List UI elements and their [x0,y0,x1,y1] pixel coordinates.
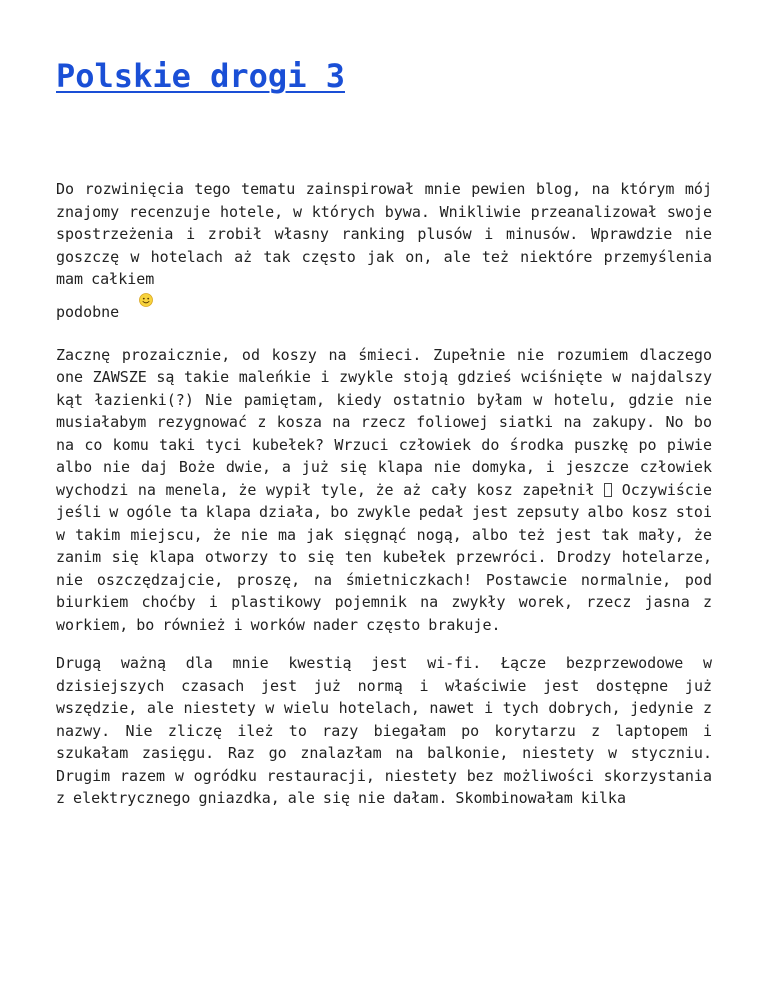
smiley-icon [139,291,153,305]
paragraph-1 [56,178,712,328]
post-content [56,178,712,810]
paragraph-2-text-b: Oczywiście jeśli w ogóle ta klapa działa, bo zwykle pedał jest zepsuty albo kosz stoi w takim miejscu, że nie ma jak sięgnąć nogą, albo też jest tak mały, że zanim się klapa otworzy to się ten kubełek przewróci. Drodzy hotelarze, nie oszczędzajcie, proszę, na śmietniczkach! Postawcie normalnie, pod biurkiem choćby i plastikowy pojemnik na zwykły worek, rzecz jasna z workiem, bo również i worków nader często brakuje. [56,480,713,634]
paragraph-2-text-a: Zacznę prozaicznie, od koszy na śmieci. Zupełnie nie rozumiem dlaczego one ZAWSZE są takie maleńkie i zwykle stoją gdzieś wciśnięte w najdalszy kąt łazienki(?) Nie pamiętam, kiedy ostatnio byłam w hotelu, gdzie nie musiałabym rezygnować z kosza na rzecz foliowej siatki na zakupy. No bo na co komu taki tyci kubełek? Wrzuci człowiek do środka puszkę po piwie albo nie daj Boże dwie, a już się klapa nie domyka, i jeszcze człowiek wychodzi na menela, że wypił tyle, że aż cały kosz zapełnił [56,345,712,499]
article [56,0,712,826]
paragraph-1-text: Do rozwinięcia tego tematu zainspirował mnie pewien blog, na którym mój znajomy recenzuje hotele, w których bywa. Wnikliwie przeanalizował swoje spostrzeżenia i zrobił własny ranking plusów i minusów. Wprawdzie nie goszczę w hotelach aż tak często jak on, ale też niektóre przemyślenia mam całkiem [56,180,712,288]
paragraph-2 [56,344,712,637]
paragraph-1-tail: podobne [56,302,120,321]
paragraph-3-text: Drugą ważną dla mnie kwestią jest wi-fi. Łącze bezprzewodowe w dzisiejszych czasach jest już normą i właściwie jest dostępne już wszędzie, ale niestety w wielu hotelach, nawet i tych dobrych, jedynie z nazwy. Nie zliczę ileż to razy biegałam po korytarzu z laptopem i szukałam zasięgu. Raz go znalazłam na balkonie, niestety w styczniu. Drugim razem w ogródku restauracji, niestety bez możliwości skorzystania z elektrycznego gniazdka, ale się nie dałam. Skombinowałam kilka [56,654,712,807]
post-title-link[interactable]: Polskie drogi 3 [56,57,345,95]
paragraph-3 [56,652,712,810]
missing-glyph-icon [604,483,612,497]
